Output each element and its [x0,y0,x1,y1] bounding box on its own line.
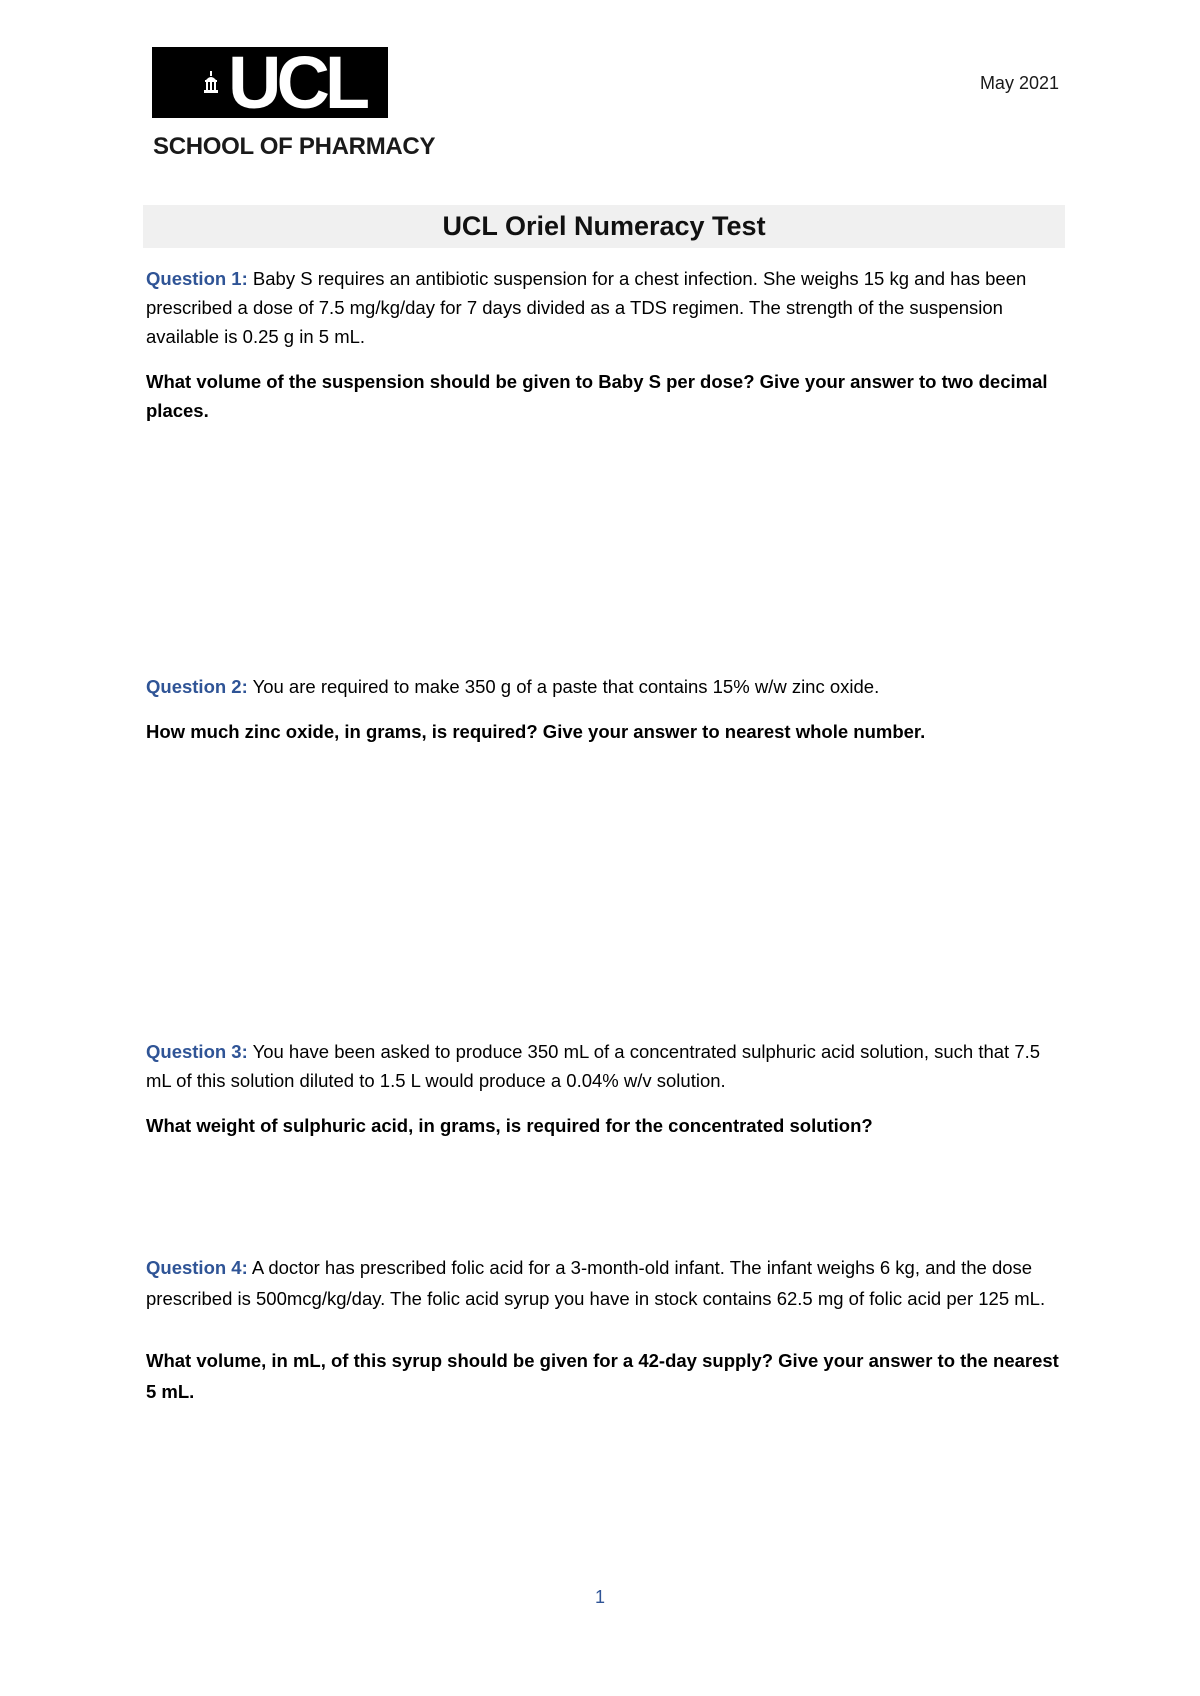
logo-wordmark: UCL [228,47,366,118]
question-label: Question 1: [146,268,248,289]
question-text [146,1252,1066,1314]
question-label: Question 2: [146,676,248,697]
logo-block [152,47,388,118]
question-ask: What weight of sulphuric acid, in grams, is required for the concentrated solution? [146,1115,873,1136]
page-number: 1 [594,1587,605,1607]
page-title: UCL Oriel Numeracy Test [442,211,766,241]
logo-subtitle: SCHOOL OF PHARMACY [153,133,436,160]
question-body: A doctor has prescribed folic acid for a 3-month-old infant. The infant weighs 6 kg, and the dose prescribed is 500mcg/kg/day. The folic acid syrup you have in stock contains 62.5 mg of folic acid per 125 mL. [146,1257,1046,1309]
question-body: You have been asked to produce 350 mL of a concentrated sulphuric acid solution, such that 7.5 mL of this solution diluted to 1.5 L would produce a 0.04% w/v solution. [146,1041,1041,1091]
portico-icon [204,71,218,93]
question-2 [146,672,1066,746]
question-ask: What volume, in mL, of this syrup should be given for a 42-day supply? Give your answer to the nearest 5 mL. [146,1350,1059,1402]
question-ask: How much zinc oxide, in grams, is required? Give your answer to nearest whole number. [146,721,926,742]
question-1 [146,264,1066,425]
question-body: You are required to make 350 g of a paste that contains 15% w/w zinc oxide. [252,676,880,697]
title-bar [143,205,1065,248]
question-text [146,264,1066,351]
question-ask: What volume of the suspension should be given to Baby S per dose? Give your answer to two decimal places. [146,371,1048,421]
question-text [146,672,1066,701]
question-label: Question 3: [146,1041,248,1062]
question-text [146,1037,1066,1095]
question-label: Question 4: [146,1257,248,1278]
document-date: May 2021 [979,73,1059,93]
question-4 [146,1252,1066,1407]
question-body: Baby S requires an antibiotic suspension for a chest infection. She weighs 15 kg and has been prescribed a dose of 7.5 mg/kg/day for 7 days divided as a TDS regimen. The strength of the suspension available is 0.25 g in 5 mL. [146,268,1027,347]
ucl-school-of-pharmacy-logo [152,47,454,167]
question-3 [146,1037,1066,1140]
